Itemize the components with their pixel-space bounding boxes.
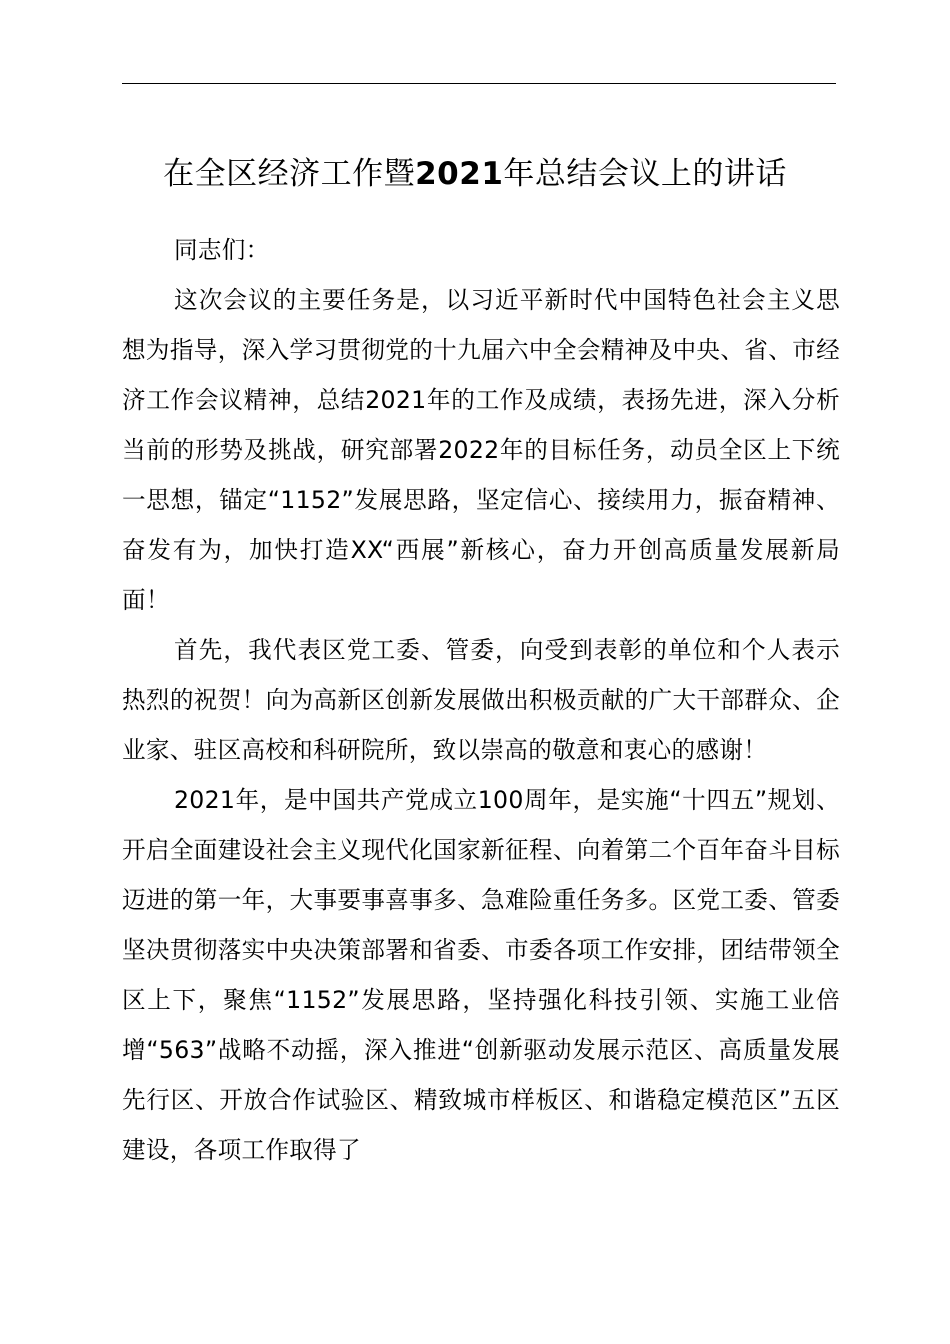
title-prefix: 在全区经济工作暨 (163, 156, 416, 192)
title-suffix: 年总结会议上的讲话 (503, 156, 787, 192)
paragraph-3: 2021年，是中国共产党成立100周年，是实施“十四五”规划、开启全面建设社会主义现代化国家新征程、向着第二个百年奋斗目标迈进的第一年，大事要事喜事多、急难险重任务多。区党工委、管委坚决贯彻落实中央决策部署和省委、市委各项工作安排，团结带领全区上下，聚焦“1152”发展思路，坚持强化科技引领、实施工业倍增“563”战略不动摇，深入推进“创新驱动发展示范区、高质量发展先行区、开放合作试验区、精致城市样板区、和谐稳定模范区”五区建设，各项工作取得了 (122, 786, 840, 1164)
paragraph-2: 首先，我代表区党工委、管委，向受到表彰的单位和个人表示热烈的祝贺！向为高新区创新发展做出积极贡献的广大干部群众、企业家、驻区高校和科研院所，致以崇高的敬意和衷心的感谢！ (122, 636, 840, 764)
salutation: 同志们： (174, 236, 270, 264)
header-rule (122, 83, 836, 84)
title-year: 2021 (415, 156, 504, 192)
paragraph-1: 这次会议的主要任务是，以习近平新时代中国特色社会主义思想为指导，深入学习贯彻党的十九届六中全会精神及中央、省、市经济工作会议精神，总结2021年的工作及成绩，表扬先进，深入分析当前的形势及挑战，研究部署2022年的目标任务，动员全区上下统一思想，锚定“1152”发展思路，坚定信心、接续用力，振奋精神、奋发有为，加快打造XX“西展”新核心，奋力开创高质量发展新局面！ (122, 286, 840, 614)
document-title (0, 150, 950, 198)
document-body (122, 225, 840, 1175)
